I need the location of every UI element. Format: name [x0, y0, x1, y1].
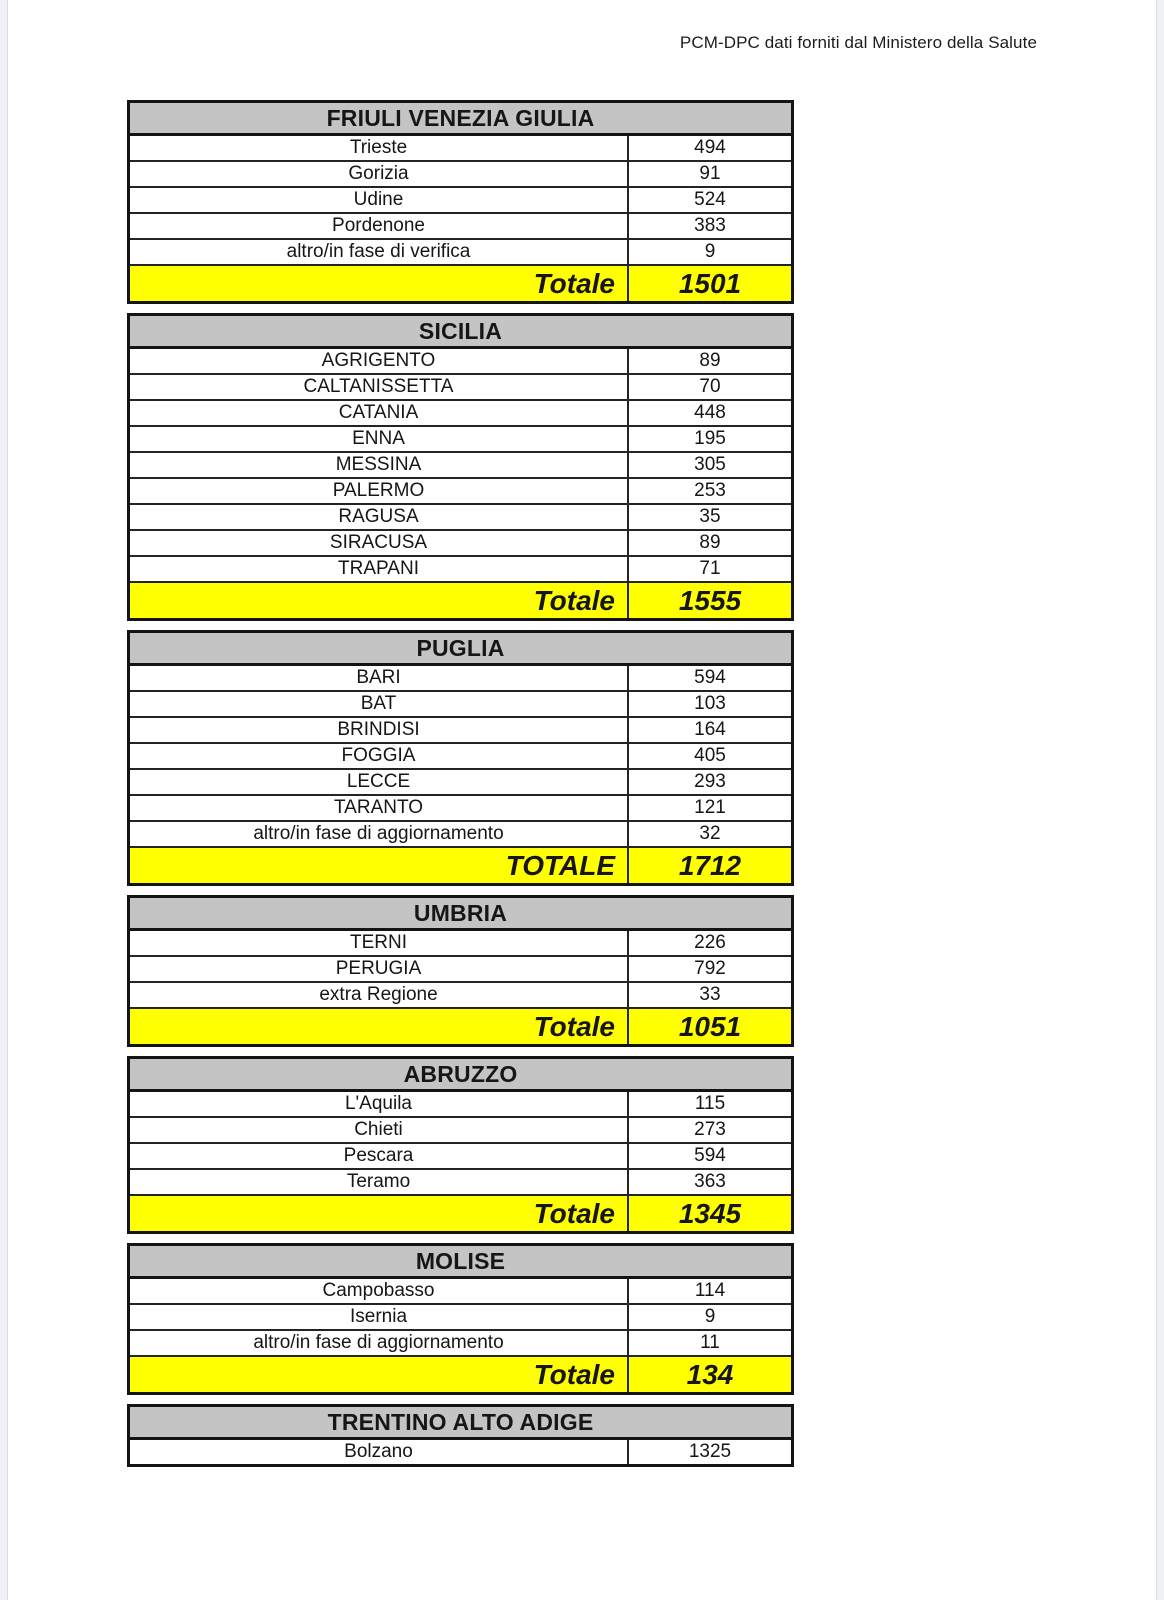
province-cell: CATANIA: [338, 402, 419, 423]
region-header: MOLISE: [130, 1246, 791, 1279]
province-cell: altro/in fase di aggiornamento: [253, 1332, 504, 1353]
table-row: [130, 451, 791, 477]
table-row: [130, 1168, 791, 1194]
table-row: [130, 425, 791, 451]
province-cell: Udine: [353, 189, 404, 210]
table-row: [130, 555, 791, 581]
value-cell: 103: [627, 692, 791, 716]
table-row: [130, 186, 791, 212]
value-cell: 32: [627, 822, 791, 846]
total-row: [130, 1355, 791, 1392]
table-row: [130, 1440, 791, 1464]
table-row: [130, 742, 791, 768]
table-row: [130, 820, 791, 846]
total-row: [130, 1007, 791, 1044]
table-row: [130, 794, 791, 820]
province-cell: MESSINA: [335, 454, 422, 475]
region-header: TRENTINO ALTO ADIGE: [130, 1407, 791, 1440]
province-cell: Campobasso: [322, 1280, 435, 1301]
total-row: [130, 581, 791, 618]
value-cell: 89: [627, 531, 791, 555]
total-label: Totale: [533, 1359, 615, 1390]
table-row: [130, 136, 791, 160]
table-row: [130, 1303, 791, 1329]
value-cell: 91: [627, 162, 791, 186]
table-row: [130, 768, 791, 794]
total-value: 1345: [627, 1196, 791, 1231]
value-cell: 164: [627, 718, 791, 742]
region-table: [127, 1243, 794, 1395]
province-cell: altro/in fase di aggiornamento: [253, 823, 504, 844]
table-row: [130, 238, 791, 264]
province-cell: Pordenone: [332, 215, 425, 236]
region-table: [127, 895, 794, 1047]
table-row: [130, 1279, 791, 1303]
table-row: [130, 160, 791, 186]
province-cell: altro/in fase di verifica: [286, 241, 471, 262]
value-cell: 195: [627, 427, 791, 451]
table-row: [130, 690, 791, 716]
value-cell: 494: [627, 136, 791, 160]
province-cell: Gorizia: [348, 163, 409, 184]
region-table: [127, 313, 794, 621]
value-cell: 121: [627, 796, 791, 820]
table-row: [130, 503, 791, 529]
province-cell: Trieste: [349, 137, 408, 158]
province-cell: CALTANISSETTA: [303, 376, 454, 397]
region-tables-container: [127, 100, 794, 1476]
value-cell: 383: [627, 214, 791, 238]
province-cell: BRINDISI: [337, 719, 420, 740]
value-cell: 792: [627, 957, 791, 981]
value-cell: 9: [627, 240, 791, 264]
province-cell: TERNI: [350, 932, 407, 953]
region-header: ABRUZZO: [130, 1059, 791, 1092]
table-row: [130, 1092, 791, 1116]
table-row: [130, 981, 791, 1007]
region-table: [127, 100, 794, 304]
page-edge-right: [1156, 0, 1164, 1600]
total-value: 1712: [627, 848, 791, 883]
value-cell: 115: [627, 1092, 791, 1116]
total-label: Totale: [533, 1011, 615, 1042]
value-cell: 405: [627, 744, 791, 768]
province-cell: TRAPANI: [338, 558, 419, 579]
province-cell: LECCE: [346, 771, 411, 792]
value-cell: 9: [627, 1305, 791, 1329]
value-cell: 594: [627, 666, 791, 690]
province-cell: Chieti: [354, 1119, 403, 1140]
total-value: 1501: [627, 266, 791, 301]
value-cell: 305: [627, 453, 791, 477]
value-cell: 524: [627, 188, 791, 212]
value-cell: 363: [627, 1170, 791, 1194]
total-label: Totale: [533, 585, 615, 616]
total-value: 134: [627, 1357, 791, 1392]
value-cell: 594: [627, 1144, 791, 1168]
province-cell: RAGUSA: [338, 506, 419, 527]
table-row: [130, 212, 791, 238]
value-cell: 70: [627, 375, 791, 399]
province-cell: extra Regione: [319, 984, 438, 1005]
province-cell: AGRIGENTO: [321, 350, 436, 371]
value-cell: 35: [627, 505, 791, 529]
total-label: Totale: [533, 1198, 615, 1229]
province-cell: SIRACUSA: [329, 532, 428, 553]
province-cell: PALERMO: [332, 480, 425, 501]
value-cell: 1325: [627, 1440, 791, 1464]
province-cell: TARANTO: [333, 797, 424, 818]
table-row: [130, 716, 791, 742]
total-row: [130, 1194, 791, 1231]
value-cell: 226: [627, 931, 791, 955]
table-row: [130, 666, 791, 690]
value-cell: 273: [627, 1118, 791, 1142]
total-row: [130, 264, 791, 301]
region-header: PUGLIA: [130, 633, 791, 666]
table-row: [130, 529, 791, 555]
value-cell: 89: [627, 349, 791, 373]
province-cell: Teramo: [346, 1171, 411, 1192]
value-cell: 71: [627, 557, 791, 581]
region-header: SICILIA: [130, 316, 791, 349]
table-row: [130, 373, 791, 399]
value-cell: 253: [627, 479, 791, 503]
table-row: [130, 1329, 791, 1355]
region-table: [127, 1404, 794, 1467]
table-row: [130, 955, 791, 981]
value-cell: 448: [627, 401, 791, 425]
value-cell: 11: [627, 1331, 791, 1355]
table-row: [130, 1116, 791, 1142]
province-cell: BARI: [356, 667, 401, 688]
province-cell: Pescara: [343, 1145, 414, 1166]
province-cell: PERUGIA: [335, 958, 422, 979]
province-cell: ENNA: [352, 428, 405, 449]
table-row: [130, 349, 791, 373]
total-row: [130, 846, 791, 883]
region-table: [127, 1056, 794, 1234]
document-header-note: PCM-DPC dati forniti dal Ministero della Salute: [679, 33, 1037, 52]
total-value: 1555: [627, 583, 791, 618]
region-header: FRIULI VENEZIA GIULIA: [130, 103, 791, 136]
region-table: [127, 630, 794, 886]
total-label: TOTALE: [505, 850, 615, 881]
page-edge-left: [0, 0, 8, 1600]
province-cell: Bolzano: [344, 1441, 413, 1462]
table-row: [130, 1142, 791, 1168]
table-row: [130, 931, 791, 955]
value-cell: 114: [627, 1279, 791, 1303]
province-cell: FOGGIA: [341, 745, 416, 766]
total-label: Totale: [533, 268, 615, 299]
value-cell: 293: [627, 770, 791, 794]
region-header: UMBRIA: [130, 898, 791, 931]
table-row: [130, 399, 791, 425]
province-cell: Isernia: [349, 1306, 408, 1327]
table-row: [130, 477, 791, 503]
province-cell: BAT: [360, 693, 397, 714]
value-cell: 33: [627, 983, 791, 1007]
province-cell: L'Aquila: [344, 1093, 412, 1114]
total-value: 1051: [627, 1009, 791, 1044]
